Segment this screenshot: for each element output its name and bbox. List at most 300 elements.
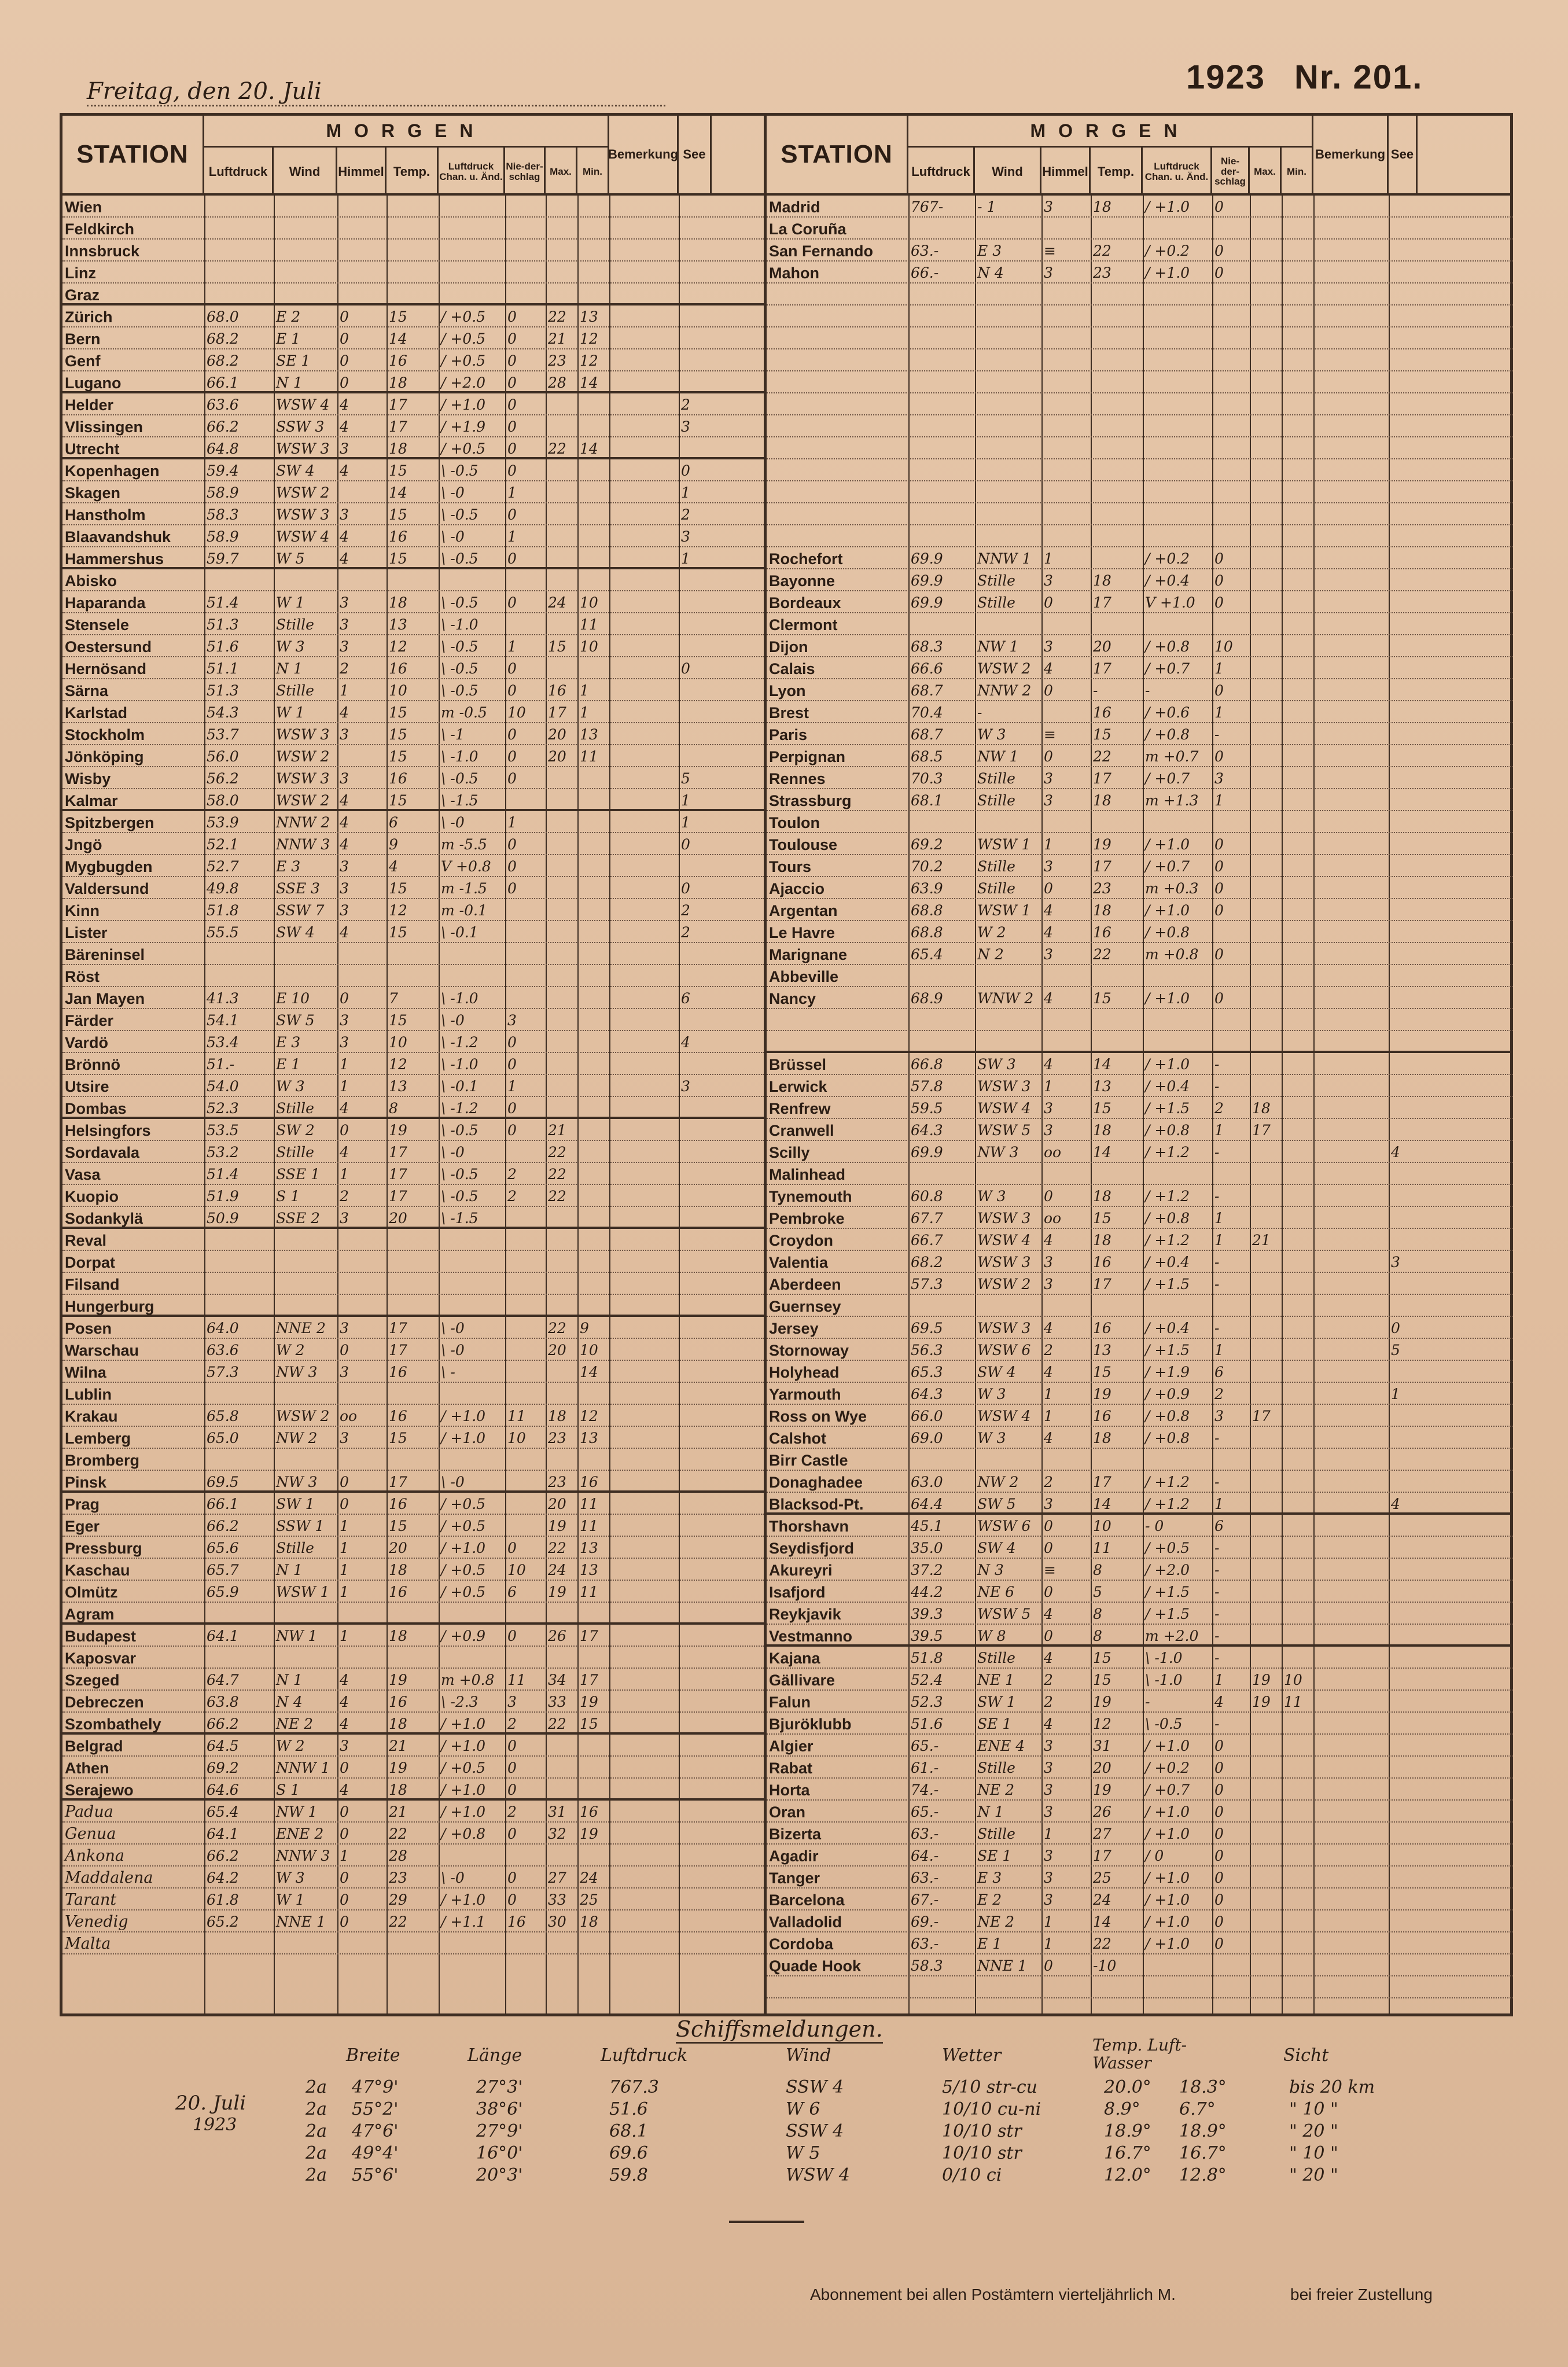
ship-header-luftdruck: Luftdruck <box>601 2045 688 2066</box>
table-row <box>62 657 764 679</box>
cell-wind: WSW 2 <box>977 1276 1031 1293</box>
station-name <box>767 503 908 525</box>
cell-chan: / +1.2 <box>1145 1232 1190 1249</box>
table-row <box>767 1889 1513 1910</box>
station-name: Särna <box>65 682 109 700</box>
cell-nieder: 0 <box>1214 1891 1224 1908</box>
cell-himmel: 4 <box>1044 1430 1053 1446</box>
cell-temp: 16 <box>1093 924 1111 941</box>
cell-himmel: 4 <box>340 528 349 545</box>
cell-himmel: 1 <box>340 1078 349 1095</box>
station-name: Athen <box>65 1759 109 1777</box>
cell-wind: N 1 <box>977 1803 1004 1820</box>
ship-cell-l: 16°0' <box>476 2143 523 2163</box>
cell-temp: 19 <box>389 1759 407 1776</box>
cell-himmel: 3 <box>1044 572 1053 589</box>
station-name: Aberdeen <box>769 1276 841 1293</box>
table-row <box>62 284 764 305</box>
cell-nieder: 10 <box>507 1430 526 1446</box>
cell-nieder: 2 <box>507 1716 517 1732</box>
cell-min: 15 <box>580 1716 598 1732</box>
cell-temp: 17 <box>389 1144 407 1161</box>
cell-max: 20 <box>548 1342 566 1359</box>
cell-chan: / +0.9 <box>441 1628 486 1644</box>
cell-luftdruck: 63.6 <box>207 1342 239 1359</box>
cell-max: 22 <box>548 1540 566 1556</box>
cell-himmel: 2 <box>1044 1342 1053 1359</box>
cell-chan: / +0.2 <box>1145 1759 1190 1776</box>
cell-chan: \ -0.5 <box>441 462 479 479</box>
station-name: Reykjavik <box>769 1606 841 1623</box>
station-name: Lemberg <box>65 1430 131 1447</box>
cell-wind: Stille <box>977 1825 1015 1842</box>
cell-chan: \ -0.1 <box>441 1078 479 1095</box>
cell-luftdruck: 37.2 <box>911 1562 943 1578</box>
cell-luftdruck: 65.0 <box>207 1430 239 1446</box>
cell-himmel: 4 <box>340 814 349 831</box>
cell-max: 24 <box>548 1562 566 1578</box>
cell-min: 12 <box>580 352 598 369</box>
cell-max: 33 <box>548 1891 566 1908</box>
cell-nieder: - <box>1214 1584 1220 1600</box>
station-name: Helsingfors <box>65 1122 151 1139</box>
ship-cell-l: 20°3' <box>476 2165 523 2185</box>
left-header-morgen: MORGEN <box>204 116 609 148</box>
ship-header-breite: Breite <box>346 2045 400 2066</box>
cell-nieder: 4 <box>1214 1694 1224 1710</box>
station-name: Spitzbergen <box>65 814 154 831</box>
cell-luftdruck: 58.9 <box>207 528 239 545</box>
cell-max: 31 <box>548 1803 566 1820</box>
cell-nieder: 1 <box>1214 792 1224 809</box>
station-name <box>767 327 908 349</box>
cell-luftdruck: 61.8 <box>207 1891 239 1908</box>
table-row <box>767 943 1513 965</box>
cell-wind: N 2 <box>977 946 1004 963</box>
cell-himmel: 3 <box>340 1034 349 1051</box>
cell-wind: SSW 7 <box>276 902 325 919</box>
cell-temp: 15 <box>389 924 407 941</box>
table-row <box>767 1559 1513 1581</box>
cell-temp: 18 <box>1093 198 1111 215</box>
table-row <box>62 1251 764 1273</box>
table-row <box>62 1053 764 1075</box>
station-name: Rennes <box>769 770 826 787</box>
cell-max: 20 <box>548 1496 566 1512</box>
cell-temp: 15 <box>389 1012 407 1029</box>
cell-min: 19 <box>580 1825 598 1842</box>
station-name: Madrid <box>769 198 820 216</box>
cell-chan: / +0.5 <box>441 1584 486 1600</box>
cell-temp: 21 <box>389 1737 407 1754</box>
table-row <box>62 1581 764 1603</box>
station-name: Hernösand <box>65 660 147 678</box>
cell-chan: / +1.0 <box>1145 1935 1190 1952</box>
cell-min: 13 <box>580 308 598 325</box>
cell-temp: 17 <box>389 418 407 435</box>
cell-wind: W 3 <box>276 638 305 655</box>
left-column-header <box>62 116 764 196</box>
cell-chan: / +1.0 <box>441 1781 486 1798</box>
cell-chan: \ -1.2 <box>441 1100 479 1117</box>
cell-temp: 7 <box>389 990 398 1007</box>
table-row <box>62 1735 764 1757</box>
cell-min: 11 <box>580 1496 598 1512</box>
cell-chan: \ -0 <box>441 1320 465 1337</box>
table-row <box>62 877 764 899</box>
cell-chan: m -5.5 <box>441 836 487 853</box>
cell-nieder: 0 <box>1214 1781 1224 1798</box>
cell-chan: / +0.4 <box>1145 572 1190 589</box>
station-name: Pinsk <box>65 1474 107 1491</box>
station-name: Kaposvar <box>65 1650 137 1667</box>
cell-nieder: 0 <box>507 396 517 413</box>
station-name: Dorpat <box>65 1254 115 1271</box>
cell-luftdruck: 59.5 <box>911 1100 943 1117</box>
table-row <box>767 415 1513 437</box>
cell-chan: / +1.5 <box>1145 1342 1190 1359</box>
cell-nieder: 3 <box>507 1012 517 1029</box>
cell-temp: 17 <box>1093 770 1111 787</box>
cell-nieder: 0 <box>507 440 517 457</box>
cell-min: 13 <box>580 1540 598 1556</box>
cell-himmel: 2 <box>1044 1474 1053 1490</box>
cell-himmel: 4 <box>340 418 349 435</box>
station-name: Haparanda <box>65 594 146 612</box>
table-row <box>767 613 1513 635</box>
cell-see: 4 <box>1391 1496 1400 1512</box>
cell-temp: 15 <box>1093 726 1111 743</box>
cell-himmel: 0 <box>340 1474 349 1490</box>
cell-chan: \ -0.5 <box>441 660 479 677</box>
table-row <box>62 701 764 723</box>
cell-himmel: 4 <box>1044 1716 1053 1732</box>
station-name: Yarmouth <box>769 1386 841 1403</box>
station-name: Strassburg <box>769 792 852 809</box>
cell-wind: S 1 <box>276 1188 300 1205</box>
cell-temp: 18 <box>1093 572 1111 589</box>
cell-min: 24 <box>580 1869 598 1886</box>
cell-temp: 22 <box>1093 748 1111 765</box>
issue-number <box>1186 58 1423 97</box>
cell-himmel: 0 <box>340 352 349 369</box>
table-row <box>62 1031 764 1053</box>
cell-himmel: 0 <box>340 1803 349 1820</box>
cell-chan: \ -1.5 <box>441 792 479 809</box>
station-name: Hungerburg <box>65 1298 154 1315</box>
cell-chan: / +1.0 <box>1145 264 1190 281</box>
cell-temp: 25 <box>1093 1869 1111 1886</box>
cell-temp: 18 <box>389 374 407 391</box>
station-name: Abbeville <box>769 968 839 985</box>
left-header-wind: Wind <box>274 148 337 196</box>
station-name: Vardö <box>65 1034 109 1051</box>
cell-wind: NW 3 <box>977 1144 1019 1161</box>
cell-see: 3 <box>681 528 690 545</box>
cell-wind: NW 1 <box>276 1803 318 1820</box>
cell-see: 2 <box>681 396 690 413</box>
ship-cell-t: 2a <box>305 2121 327 2141</box>
cell-chan: / +1.0 <box>441 1803 486 1820</box>
cell-luftdruck: 57.8 <box>911 1078 943 1095</box>
station-name: Filsand <box>65 1276 120 1293</box>
cell-himmel: 4 <box>340 396 349 413</box>
table-row <box>767 635 1513 657</box>
cell-nieder: 0 <box>507 1869 517 1886</box>
cell-wind: E 2 <box>977 1891 1002 1908</box>
cell-max: 23 <box>548 1430 566 1446</box>
cell-chan: / +0.5 <box>441 440 486 457</box>
cell-temp: 15 <box>1093 990 1111 1007</box>
station-name: Croydon <box>769 1232 833 1249</box>
cell-nieder: 0 <box>1214 946 1224 963</box>
cell-max: 22 <box>548 1144 566 1161</box>
cell-wind: E 1 <box>977 1935 1002 1952</box>
cell-max: 16 <box>548 682 566 699</box>
cell-himmel: 4 <box>1044 924 1053 941</box>
cell-temp: 22 <box>1093 946 1111 963</box>
cell-nieder: 0 <box>1214 682 1224 699</box>
cell-luftdruck: 66.1 <box>207 374 239 391</box>
cell-chan: / +1.0 <box>1145 990 1190 1007</box>
cell-chan: m -0.5 <box>441 704 487 721</box>
station-name: Jngö <box>65 836 102 853</box>
cell-luftdruck: 66.0 <box>911 1408 943 1424</box>
cell-wind: E 3 <box>276 1034 301 1051</box>
cell-chan: / +0.8 <box>441 1825 486 1842</box>
cell-temp: 8 <box>1093 1562 1102 1578</box>
cell-temp: 17 <box>1093 1847 1111 1864</box>
cell-nieder: 0 <box>507 506 517 523</box>
cell-chan: / +1.0 <box>1145 198 1190 215</box>
station-name: Brönnö <box>65 1056 120 1073</box>
cell-luftdruck: 51.4 <box>207 1166 239 1183</box>
cell-temp: 17 <box>1093 858 1111 875</box>
cell-max: 23 <box>548 352 566 369</box>
cell-temp: 23 <box>1093 880 1111 897</box>
table-row <box>767 1273 1513 1295</box>
cell-chan: \ -1.5 <box>441 1210 479 1227</box>
station-name <box>767 459 908 481</box>
cell-luftdruck: 69.5 <box>207 1474 239 1490</box>
cell-chan: \ -1.0 <box>441 990 479 1007</box>
cell-himmel: 1 <box>1044 1386 1053 1402</box>
station-name: Bjuröklubb <box>769 1716 852 1733</box>
cell-wind: WSW 1 <box>977 836 1031 853</box>
table-row <box>62 196 764 218</box>
station-name <box>767 371 908 393</box>
cell-temp: 16 <box>389 1364 407 1381</box>
table-row <box>62 1427 764 1449</box>
left-header-temp: Temp. <box>387 148 439 196</box>
cell-wind: WSW 3 <box>276 726 330 743</box>
table-row <box>767 349 1513 371</box>
cell-chan: m +0.3 <box>1145 880 1199 897</box>
cell-nieder: 2 <box>507 1188 517 1205</box>
station-name: Stockholm <box>65 726 145 743</box>
cell-chan: / +1.0 <box>1145 1869 1190 1886</box>
cell-temp: 19 <box>389 1672 407 1688</box>
cell-temp: 8 <box>389 1100 398 1117</box>
cell-himmel: 1 <box>340 1166 349 1183</box>
cell-wind: WSW 1 <box>977 902 1031 919</box>
table-row <box>767 196 1513 218</box>
cell-wind: WSW 4 <box>977 1100 1031 1117</box>
cell-temp: 15 <box>389 1518 407 1534</box>
table-row <box>767 723 1513 745</box>
station-name: Lublin <box>65 1386 112 1403</box>
station-name: Jönköping <box>65 748 144 765</box>
table-row <box>62 1779 764 1801</box>
station-name <box>767 525 908 547</box>
table-row <box>62 503 764 525</box>
cell-nieder: 6 <box>1214 1518 1224 1534</box>
cell-luftdruck: 52.7 <box>207 858 239 875</box>
table-row <box>62 1163 764 1185</box>
station-name: Cordoba <box>769 1935 833 1953</box>
cell-himmel: 3 <box>1044 1100 1053 1117</box>
cell-wind: W 5 <box>276 550 305 567</box>
cell-chan: / +0.8 <box>1145 1408 1190 1424</box>
ship-cell-tw: 12.8° <box>1179 2165 1227 2185</box>
cell-min: 13 <box>580 1430 598 1446</box>
cell-chan: / +1.2 <box>1145 1144 1190 1161</box>
cell-wind: NW 1 <box>276 1628 318 1644</box>
station-name: Sordavala <box>65 1144 140 1161</box>
cell-min: 10 <box>1284 1672 1302 1688</box>
table-row <box>767 1603 1513 1625</box>
cell-himmel: 4 <box>340 550 349 567</box>
cell-himmel: 3 <box>340 616 349 633</box>
station-name: Szeged <box>65 1672 120 1689</box>
cell-wind: ENE 4 <box>977 1737 1025 1754</box>
cell-luftdruck: 63.6 <box>207 396 239 413</box>
station-name: Horta <box>769 1781 810 1799</box>
station-name: Kaschau <box>65 1562 130 1579</box>
ship-header-sicht: Sicht <box>1283 2045 1329 2066</box>
cell-wind: NNW 1 <box>977 550 1032 567</box>
station-name: Akureyri <box>769 1562 833 1579</box>
station-name: Agram <box>65 1606 115 1623</box>
table-row <box>767 833 1513 855</box>
cell-nieder: 2 <box>1214 1386 1224 1402</box>
table-row <box>767 1845 1513 1867</box>
table-row <box>767 1097 1513 1119</box>
station-name <box>767 393 908 415</box>
cell-wind: E 10 <box>276 990 310 1007</box>
cell-max: 26 <box>548 1628 566 1644</box>
cell-temp: 14 <box>389 330 407 347</box>
cell-nieder: 0 <box>507 352 517 369</box>
table-row <box>62 833 764 855</box>
cell-wind: WSW 3 <box>977 1210 1031 1227</box>
cell-nieder: 0 <box>507 330 517 347</box>
cell-temp: 16 <box>1093 1320 1111 1337</box>
cell-see: 3 <box>681 1078 690 1095</box>
cell-himmel: 0 <box>340 330 349 347</box>
cell-himmel: 0 <box>1044 1628 1053 1644</box>
station-name: Valdersund <box>65 880 149 897</box>
station-name: Wilna <box>65 1364 106 1381</box>
ship-cell-tw: 16.7° <box>1179 2143 1227 2163</box>
table-row <box>767 877 1513 899</box>
station-name: Falun <box>769 1694 811 1711</box>
left-header-nieder: Nie-der-schlag <box>505 148 546 196</box>
cell-wind: SW 3 <box>977 1056 1016 1073</box>
cell-temp: 18 <box>389 1628 407 1644</box>
cell-wind: NNW 3 <box>276 836 330 853</box>
cell-himmel: 2 <box>340 660 349 677</box>
ship-cell-we: 10/10 cu-ni <box>942 2099 1041 2119</box>
station-name: Barcelona <box>769 1891 845 1909</box>
cell-luftdruck: 51.4 <box>207 594 239 611</box>
cell-see: 0 <box>681 660 690 677</box>
cell-wind: W 2 <box>276 1737 305 1754</box>
cell-temp: 15 <box>389 792 407 809</box>
cell-wind: WSW 4 <box>276 528 330 545</box>
table-row <box>767 218 1513 240</box>
cell-himmel: 3 <box>1044 1254 1053 1271</box>
cell-chan: / +1.1 <box>441 1913 486 1930</box>
cell-himmel: 4 <box>1044 660 1053 677</box>
cell-wind: NNE 2 <box>276 1320 326 1337</box>
cell-chan: / +1.0 <box>441 1716 486 1732</box>
station-name: Pressburg <box>65 1540 142 1557</box>
cell-nieder: 0 <box>507 880 517 897</box>
cell-himmel: 4 <box>340 1672 349 1688</box>
cell-wind: Stille <box>977 594 1015 611</box>
cell-chan: \ -1.0 <box>1145 1672 1183 1688</box>
cell-luftdruck: 57.3 <box>207 1364 239 1381</box>
station-name: Maddalena <box>65 1869 153 1887</box>
ship-cell-we: 5/10 str-cu <box>942 2077 1037 2097</box>
cell-temp: 18 <box>1093 902 1111 919</box>
ship-cell-t: 2a <box>305 2077 327 2097</box>
cell-luftdruck: 67.- <box>911 1891 939 1908</box>
table-row <box>767 393 1513 415</box>
cell-himmel: oo <box>1044 1210 1062 1227</box>
issue-date: Freitag, den 20. Juli <box>87 78 665 106</box>
table-row <box>767 1647 1513 1669</box>
station-name: Oestersund <box>65 638 152 656</box>
cell-himmel: 3 <box>1044 264 1053 281</box>
ship-cell-tl: 12.0° <box>1104 2165 1151 2185</box>
ship-cell-s: " 10 " <box>1289 2143 1338 2163</box>
issue-no: Nr. 201. <box>1294 58 1423 96</box>
cell-nieder: 10 <box>1214 638 1233 655</box>
ship-cell-tl: 18.9° <box>1104 2121 1151 2141</box>
cell-chan: / +0.4 <box>1145 1254 1190 1271</box>
cell-nieder: - <box>1214 1056 1220 1073</box>
table-row <box>767 789 1513 811</box>
cell-chan: \ -1.0 <box>441 1056 479 1073</box>
table-row <box>62 1273 764 1295</box>
ship-cell-s: " 20 " <box>1289 2121 1338 2141</box>
cell-temp: 16 <box>389 1694 407 1710</box>
cell-min: 11 <box>1284 1694 1302 1710</box>
ship-header-laenge: Länge <box>468 2045 522 2066</box>
cell-nieder: - <box>1214 1254 1220 1271</box>
cell-temp: 20 <box>389 1540 407 1556</box>
ship-reports-title: Schiffsmeldungen. <box>676 2016 883 2044</box>
cell-himmel: 1 <box>340 1584 349 1600</box>
cell-chan: / +0.4 <box>1145 1320 1190 1337</box>
ship-header-wetter: Wetter <box>942 2045 1002 2066</box>
cell-nieder: 0 <box>1214 1759 1224 1776</box>
station-name: Röst <box>65 968 100 985</box>
cell-luftdruck: 69.0 <box>911 1430 943 1446</box>
table-row <box>767 1031 1513 1053</box>
